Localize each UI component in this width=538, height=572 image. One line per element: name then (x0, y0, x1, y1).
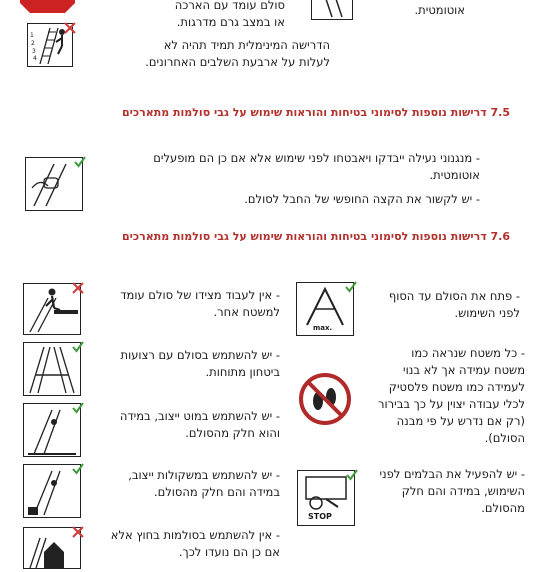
section-7-6-heading: 7.6 דרישות נוספות לסימוני בטיחות והוראות שימוש על גבי סולמות מתארכים (121, 230, 510, 243)
cross-icon (64, 22, 76, 34)
min-rule-text: הדרישה המינימלית תמיד תהיה לא לעלות על ארבעת השלבים האחרונים. (145, 38, 330, 69)
safety-straps-picture (23, 342, 81, 396)
section-7-6-right-item-1: - פתח את הסולם עד הסוף לפני השימוש. (388, 289, 520, 320)
section-7-6-left-item-1: - אין לעבוד מצידו של סולם עומד למשטח אחר. (120, 288, 280, 319)
section-7-5-item-2: - יש לקשור את הקצה החופשי של החבל לסולם. (244, 192, 480, 206)
ladder-steps-picture (27, 23, 73, 67)
section-7-6-right-item-3: - יש להפעיל את הבלמים לפני השימוש, במידה והם חלק מהסולם. (379, 467, 525, 515)
check-icon (72, 463, 84, 475)
step-number: 3 (32, 48, 36, 55)
ladder-worker-picture (311, 0, 353, 20)
locking-mechanism-picture (25, 157, 83, 211)
step-number: 4 (33, 55, 37, 62)
cross-icon (72, 282, 84, 294)
top-left-text: סולם עומד עם הארכה או במצב גרם מדרגות. (174, 0, 285, 29)
outdoor-use-picture (23, 527, 81, 569)
cross-icon (72, 526, 84, 538)
no-standing-prohibition-icon (298, 372, 352, 426)
section-7-6-left-item-2: - יש להשתמש בסולם עם רצועות ביטחון מתוחות. (120, 348, 280, 379)
check-icon (72, 341, 84, 353)
step-number: 2 (31, 40, 35, 47)
section-7-5-heading: 7.5 דרישות נוספות לסימוני בטיחות והוראות שימוש על גבי סולמות מתארכים (121, 106, 510, 119)
section-7-6-left-item-4: - יש להשתמש במשקולות ייצוב, במידה והם חלק מהסולם. (128, 468, 280, 499)
stop-label: STOP (308, 512, 332, 521)
section-7-5-item-1: - מנגנוני נעילה ייבדקו ויאבטחו לפני שימוש אלא אם כן הם מופעלים אוטומטית. (153, 151, 480, 182)
stabilizer-weights-picture (23, 464, 81, 518)
section-7-6-left-item-5: - אין להשתמש בסולמות בחוץ אלא אם כן הם נועדו לכך. (110, 528, 280, 559)
check-icon (345, 281, 357, 293)
stop-sign-picture (20, 0, 75, 13)
brakes-picture (297, 470, 355, 526)
section-7-6-left-item-3: - יש להשתמש במוט ייצוב, במידה והוא חלק מהסולם. (119, 409, 280, 440)
max-label: max. (313, 324, 333, 332)
open-fully-picture (296, 282, 354, 336)
step-number: 1 (30, 32, 34, 39)
check-icon (72, 402, 84, 414)
top-right-text: אוטומטית. (414, 3, 465, 17)
check-icon (74, 156, 86, 168)
stabilizer-bar-picture (23, 403, 81, 457)
side-step-picture (23, 283, 81, 335)
section-7-6-right-item-2: - כל משטח שנראה כמו משטח עמידה אך לא בנוי לעמידה כמו משטח פלסטיק לכלי עבודה יצוין על כך בבירור (רק אם נדרש על פי מבנה הסולם). (378, 346, 525, 445)
